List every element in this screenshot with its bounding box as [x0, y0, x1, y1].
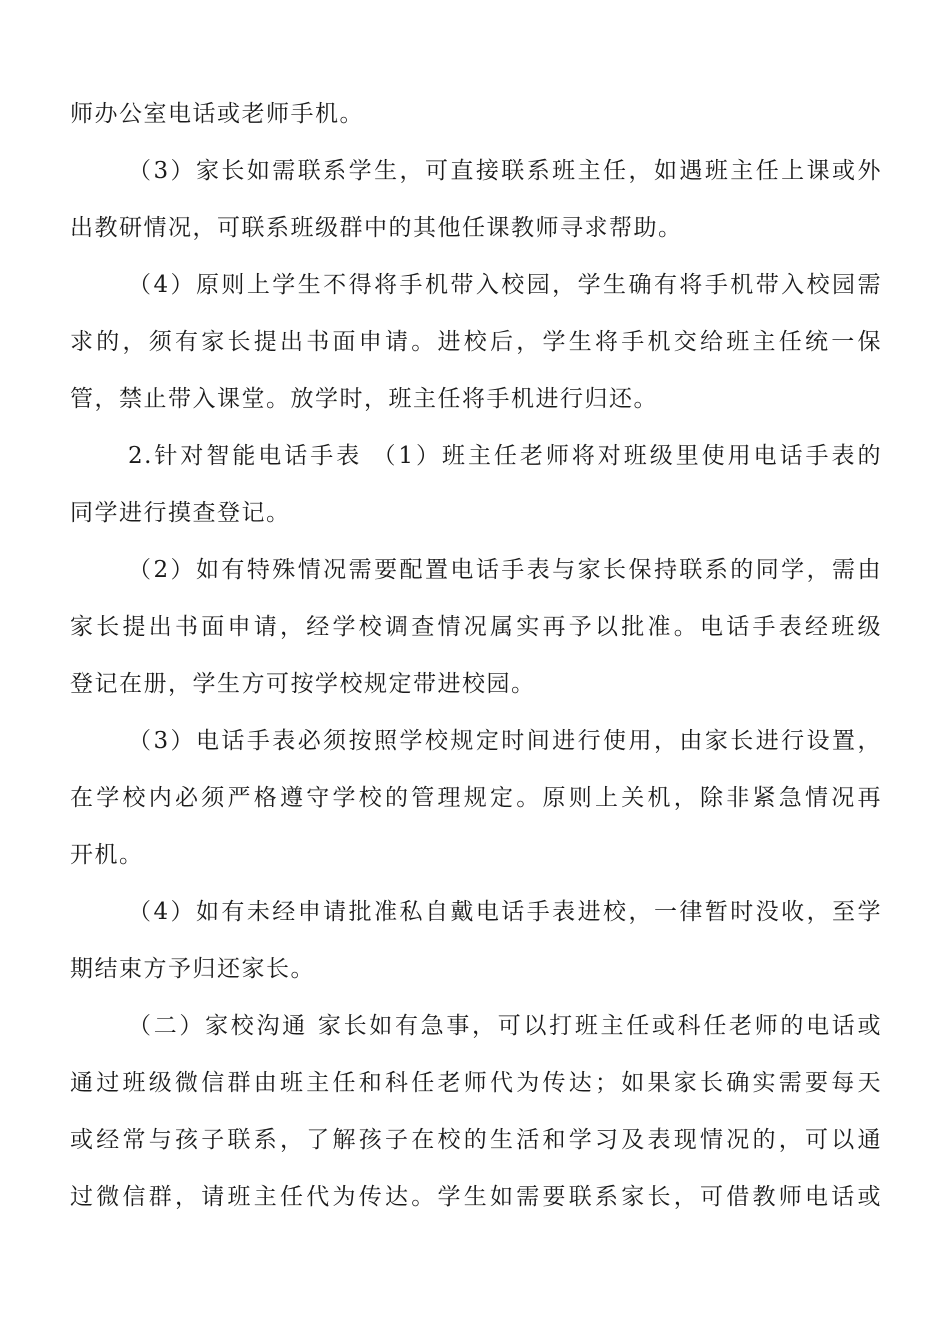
text-line: 登记在册，学生方可按学校规定带进校园。 [70, 671, 536, 697]
document-body [70, 94, 882, 1234]
text-line: 开机。 [70, 842, 144, 868]
text-line: 师办公室电话或老师手机。 [70, 101, 364, 127]
text-line: 家长提出书面申请，经学校调查情况属实再予以批准。电话手表经班级 [70, 614, 882, 640]
text-line: 过微信群，请班主任代为传达。学生如需要联系家长，可借教师电话或 [70, 1184, 882, 1210]
text-line: （3）家长如需联系学生，可直接联系班主任，如遇班主任上课或外 [128, 158, 882, 184]
text-line: （4）原则上学生不得将手机带入校园，学生确有将手机带入校园需 [128, 272, 882, 298]
text-line: （3）电话手表必须按照学校规定时间进行使用，由家长进行设置， [128, 728, 882, 754]
text-line: 求的，须有家长提出书面申请。进校后，学生将手机交给班主任统一保 [70, 329, 882, 355]
text-line: 2.针对智能电话手表 （1）班主任老师将对班级里使用电话手表的 [128, 443, 882, 469]
text-line: 管，禁止带入课堂。放学时，班主任将手机进行归还。 [70, 386, 658, 412]
text-line: （二）家校沟通 家长如有急事，可以打班主任或科任老师的电话或 [128, 1013, 882, 1039]
text-line: 出教研情况，可联系班级群中的其他任课教师寻求帮助。 [70, 215, 683, 241]
text-line: （4）如有未经申请批准私自戴电话手表进校，一律暂时没收，至学 [128, 899, 882, 925]
text-line: 或经常与孩子联系，了解孩子在校的生活和学习及表现情况的，可以通 [70, 1127, 882, 1153]
text-line: 期结束方予归还家长。 [70, 956, 315, 982]
text-line: 同学进行摸查登记。 [70, 500, 291, 526]
text-line: （2）如有特殊情况需要配置电话手表与家长保持联系的同学，需由 [128, 557, 882, 583]
text-line: 在学校内必须严格遵守学校的管理规定。原则上关机，除非紧急情况再 [70, 785, 882, 811]
text-line: 通过班级微信群由班主任和科任老师代为传达；如果家长确实需要每天 [70, 1070, 882, 1096]
